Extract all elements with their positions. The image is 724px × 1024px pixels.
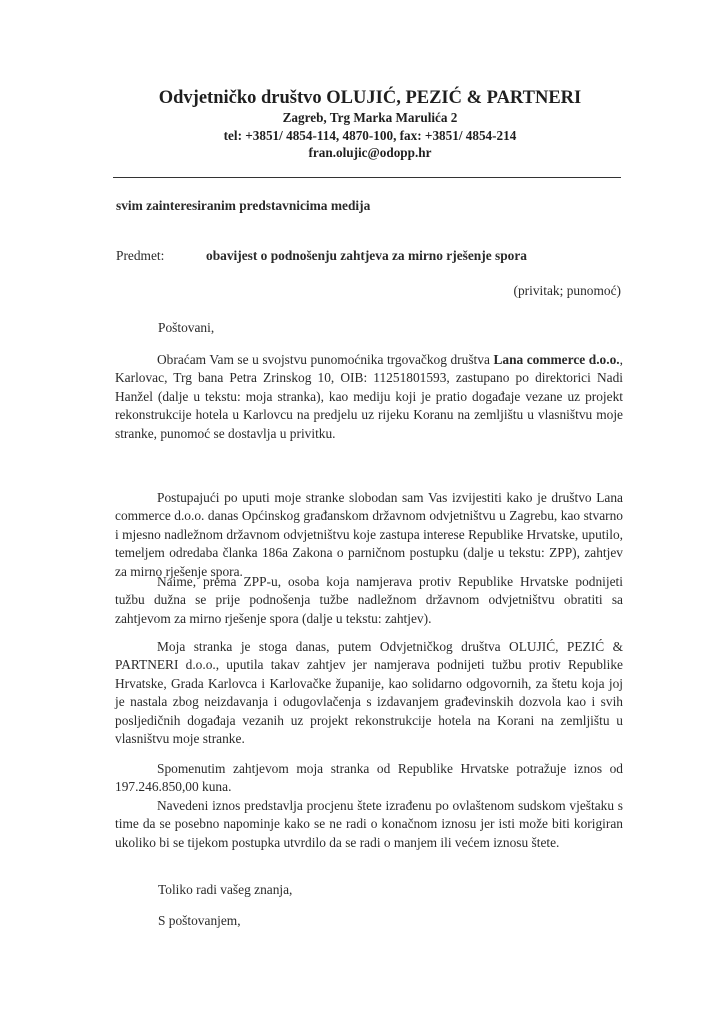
closing-line: Toliko radi vašeg znanja, xyxy=(158,882,293,897)
subject-text: obavijest o podnošenju zahtjeva za mirno rješenje spora xyxy=(206,248,527,263)
sign-off: S poštovanjem, xyxy=(158,913,241,928)
p5-text: Spomenutim zahtjevom moja stranka od Republike Hrvatske potražuje iznos od 197.246.850,00 kuna. xyxy=(115,761,623,795)
firm-name: Odvjetničko društvo OLUJIĆ, PEZIĆ & PARTNERI xyxy=(158,88,582,108)
paragraph-claim-amount xyxy=(115,760,623,797)
greeting: Poštovani, xyxy=(158,320,215,335)
client-company: Lana commerce d.o.o. xyxy=(493,352,620,367)
p3-text: Naime, prema ZPP-u, osoba koja namjerava protiv Republike Hrvatske podnijeti tužbu dužna se prije podnošenja tužbe nadležnom državnom odvjetništvu obratiti sa zahtjevom za mirno rješenje spora (dalje u tekstu: zahtjev). xyxy=(115,574,623,626)
firm-address: Zagreb, Trg Marka Marulića 2 xyxy=(282,110,458,125)
paragraph-law xyxy=(115,573,623,628)
p6-text: Navedeni iznos predstavlja procjenu štete izrađenu po ovlaštenom sudskom vještaku s time da se posebno napominje kako se ne radi o konačnom iznosu jer isti može biti korigiran ukoliko bi se tijekom postupka utvrdilo da se radi o manjem ili većem iznosu štete. xyxy=(115,798,623,850)
paragraph-assessment xyxy=(115,797,623,852)
paragraph-request xyxy=(115,489,623,581)
p2-text: Postupajući po uputi moje stranke slobodan sam Vas izvijestiti kako je društvo Lana commerce d.o.o. danas Općinskog građanskom državnom odvjetništvu u Zagrebu, kao stvarno i mjesno nadležnom državnom odvjetništvu koje zastupa interese Republike Hrvatske, uputilo, temeljem odredaba članka 186a Zakona o parničnom postupku (dalje u tekstu: ZPP), zahtjev za mirno rješenje spora. xyxy=(115,490,623,579)
subject-label: Predmet: xyxy=(116,248,165,263)
paragraph-introduction xyxy=(115,351,623,443)
firm-email: fran.olujic@odopp.hr xyxy=(308,145,432,160)
p1-rest: , Karlovac, Trg bana Petra Zrinskog 10, OIB: 11251801593, zastupano po direktorici Nadi Hanžel (dalje u tekstu: moja stranka), kao mediju koji je pratio događaje vezane uz projekt rekonstrukcije hotela u Karlovcu na predjelu uz rijeku Koranu na zemljištu u vlasništvu moje stranke, punomoć se dostavlja u privitku. xyxy=(115,352,623,441)
attachment-note: (privitak; punomoć) xyxy=(513,283,621,298)
letterhead xyxy=(100,87,640,162)
paragraph-lawsuit xyxy=(115,638,623,748)
firm-phones: tel: +3851/ 4854-114, 4870-100, fax: +3851/ 4854-214 xyxy=(223,127,517,143)
p4-text: Moja stranka je stoga danas, putem Odvjetničkog društva OLUJIĆ, PEZIĆ & PARTNERI d.o.o., uputila takav zahtjev jer namjerava podnijeti tužbu protiv Republike Hrvatske, Grada Karlovca i Karlovačke županije, kao solidarno odgovornih, za štetu koja joj je nastala zbog neizdavanja i odugovlačenja s izdavanjem građevinskih dozvola kao i svih posljedičnih događaja vezanih uz projekt rekonstrukcije hotela na Korani na zemljištu u vlasništvu moje stranke. xyxy=(115,639,623,747)
header-divider xyxy=(113,177,621,178)
recipient: svim zainteresiranim predstavnicima medija xyxy=(116,198,371,213)
p1-start: Obraćam Vam se u svojstvu punomoćnika trgovačkog društva xyxy=(157,352,494,367)
